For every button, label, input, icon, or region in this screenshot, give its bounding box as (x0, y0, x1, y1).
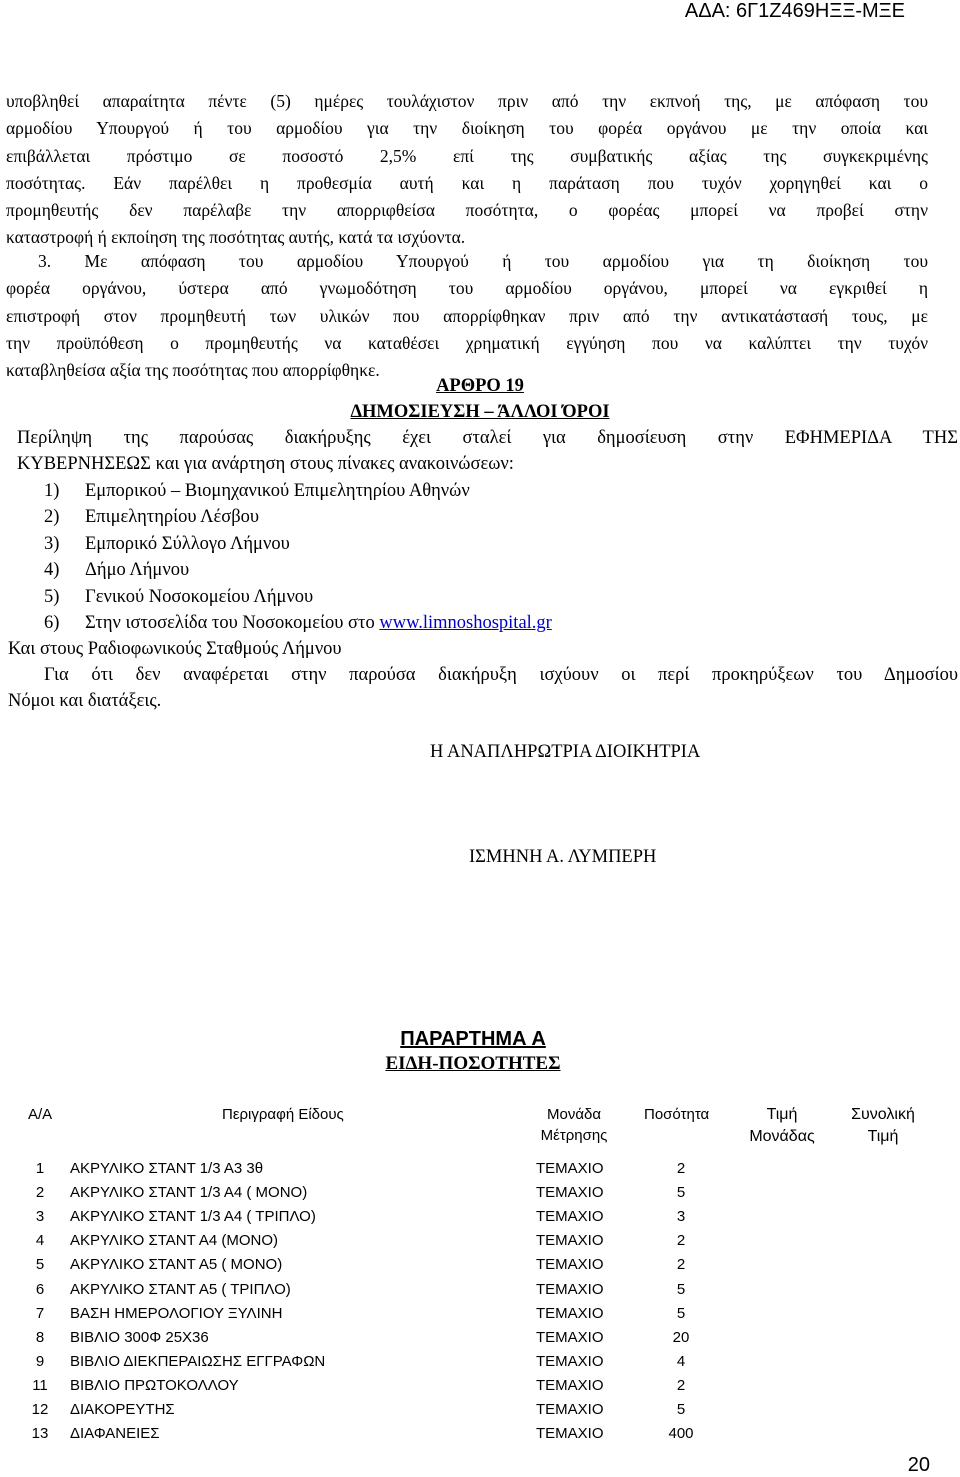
cell-quantity: 5 (676, 1401, 686, 1418)
cell-quantity: 2 (676, 1256, 686, 1274)
cell-unit: ΤΕΜΑΧΙΟ (536, 1256, 604, 1274)
cell-description: ΒΙΒΛΙΟ ΠΡΩΤΟΚΟΛΛΟΥ (70, 1376, 239, 1394)
publication-intro: Περίληψη της παρούσας διακήρυξης έχει σταλεί για δημοσίευση στην ΕΦΗΜΕΡΙΔΑ ΤΗΣ (17, 428, 958, 448)
col-header-total-price: Συνολική Τιμή (851, 1106, 915, 1145)
article-heading (0, 376, 960, 397)
article-title-wrap (0, 402, 960, 423)
cell-unit: ΤΕΜΑΧΙΟ (536, 1304, 604, 1322)
paragraph-penalty (6, 88, 928, 252)
cell-quantity: 400 (668, 1425, 694, 1443)
cell-aa: 13 (31, 1425, 49, 1443)
col-header-aa: Α/Α (28, 1106, 53, 1123)
cell-description: ΑΚΡΥΛΙΚΟ ΣΤΑΝΤ 1/3 Α4 ( ΜΟΝΟ) (70, 1184, 308, 1202)
page-number: 20 (907, 1454, 930, 1476)
cell-description: ΔΙΑΦΑΝΕΙΕΣ (70, 1425, 160, 1443)
cell-unit: ΤΕΜΑΧΙΟ (536, 1401, 604, 1418)
cell-quantity: 20 (672, 1328, 690, 1346)
text-line: αρμοδίου Υπουργού ή του αρμοδίου για την διοίκηση του φορέα οργάνου με την οποία και (6, 118, 928, 139)
text-line: καταστροφή ή εκποίηση της ποσότητας αυτής, κατά τα ισχύοντα. (6, 227, 466, 248)
table-row (0, 1232, 960, 1254)
signatory-name: ΙΣΜΗΝΗ Α. ΛΥΜΠΕΡΗ (469, 847, 657, 867)
text-line: επιστροφή στον προμηθευτή των υλικών που απορρίφθηκαν πριν από την αντικατάστασή τους, με (6, 305, 928, 326)
col-header-description: Περιγραφή Είδους (222, 1106, 344, 1123)
table-row (0, 1353, 960, 1375)
cell-aa: 8 (35, 1328, 45, 1346)
cell-unit: ΤΕΜΑΧΙΟ (536, 1160, 604, 1177)
annex-title: ΠΑΡΑΡΤΗΜΑ Α (400, 1028, 546, 1050)
cell-quantity: 2 (676, 1232, 686, 1250)
cell-unit: ΤΕΜΑΧΙΟ (536, 1280, 604, 1298)
cell-quantity: 5 (676, 1280, 686, 1298)
cell-aa: 6 (35, 1280, 45, 1298)
text-line: καταβληθείσα αξία της ποσότητας που απορρίφθηκε. (6, 360, 380, 381)
cell-description: ΑΚΡΥΛΙΚΟ ΣΤΑΝΤ Α5 ( ΜΟΝΟ) (70, 1256, 283, 1274)
table-row (0, 1329, 960, 1351)
cell-aa: 7 (35, 1304, 45, 1322)
publication-list (44, 481, 552, 639)
article-title: ΔΗΜΟΣΙΕΥΣΗ – ΆΛΛΟΙ ΌΡΟΙ (350, 402, 610, 422)
cell-aa: 9 (35, 1352, 45, 1370)
text-line: ποσότητας. Εάν παρέλθει η προθεσμία αυτή και η παράταση που τυχόν χορηγηθεί και ο (6, 172, 928, 193)
table-row (0, 1184, 960, 1206)
list-item: 1) Εμπορικού – Βιομηχανικού Επιμελητηρίου Αθηνών (44, 481, 470, 501)
signatory-role: Η ΑΝΑΠΛΗΡΩΤΡΙΑ ΔΙΟΙΚΗΤΡΙΑ (430, 742, 701, 762)
cell-unit: ΤΕΜΑΧΙΟ (536, 1328, 604, 1346)
table-row (0, 1208, 960, 1230)
cell-unit: ΤΕΜΑΧΙΟ (536, 1232, 604, 1250)
cell-quantity: 5 (676, 1304, 686, 1322)
text-line: προμηθευτής δεν παρέλαβε την απορριφθείσα ποσότητα, ο φορέας μπορεί να προβεί στην (6, 200, 928, 221)
annex-subtitle-wrap (0, 1053, 953, 1075)
cell-quantity: 4 (676, 1352, 686, 1370)
table-row (0, 1401, 960, 1423)
cell-description: ΒΙΒΛΙΟ 300Φ 25Χ36 (70, 1328, 209, 1346)
cell-aa: 4 (35, 1232, 45, 1250)
annex-title-wrap (0, 1028, 953, 1051)
table-row (0, 1256, 960, 1278)
closing-line: Για ότι δεν αναφέρεται στην παρούσα διακήρυξη ισχύουν οι περί προκηρύξεων του Δημοσίου (44, 665, 958, 685)
list-item: 4) Δήμο Λήμνου (44, 560, 190, 581)
text-line: φορέα οργάνου, ύστερα από γνωμοδότηση του αρμοδίου οργάνου, μπορεί να εγκριθεί η (6, 278, 928, 299)
cell-aa: 3 (35, 1208, 45, 1226)
col-header-unit: Μονάδα Μέτρησης (540, 1106, 608, 1144)
text-line: 3. Με απόφαση του αρμοδίου Υπουργού ή του αρμοδίου για τη διοίκηση του (38, 251, 928, 271)
ada-code: ΑΔΑ: 6Γ1Ζ469ΗΞΞ-ΜΞΕ (684, 0, 905, 22)
cell-quantity: 2 (676, 1160, 686, 1177)
col-header-quantity: Ποσότητα (644, 1106, 710, 1123)
cell-aa: 2 (35, 1184, 45, 1202)
cell-quantity: 2 (676, 1376, 686, 1394)
closing-line-2: Νόμοι και διατάξεις. (8, 691, 162, 711)
paragraph-return (6, 248, 928, 384)
cell-aa: 1 (35, 1160, 45, 1177)
cell-unit: ΤΕΜΑΧΙΟ (536, 1208, 604, 1226)
table-row (0, 1425, 960, 1447)
table-row (0, 1160, 960, 1182)
text-line: επιβάλλεται πρόστιμο σε ποσοστό 2,5% επί της συμβατικής αξίας της συγκεκριμένης (6, 145, 928, 166)
hospital-website-link[interactable]: www.limnoshospital.gr (379, 612, 552, 633)
cell-description: ΒΙΒΛΙΟ ΔΙΕΚΠΕΡΑΙΩΣΗΣ ΕΓΓΡΑΦΩΝ (70, 1352, 326, 1370)
cell-unit: ΤΕΜΑΧΙΟ (536, 1425, 604, 1443)
cell-description: ΑΚΡΥΛΙΚΟ ΣΤΑΝΤ 1/3 Α3 3θ (70, 1160, 264, 1177)
cell-unit: ΤΕΜΑΧΙΟ (536, 1352, 604, 1370)
cell-description: ΑΚΡΥΛΙΚΟ ΣΤΑΝΤ 1/3 Α4 ( ΤΡΙΠΛΟ) (70, 1208, 316, 1226)
annex-subtitle: ΕΙΔΗ-ΠΟΣΟΤΗΤΕΣ (385, 1053, 561, 1074)
list-item: 3) Εμπορικό Σύλλογο Λήμνου (44, 533, 290, 554)
list-item: 5) Γενικού Νοσοκομείου Λήμνου (44, 586, 314, 607)
table-row (0, 1281, 960, 1303)
list-item: 6) Στην ιστοσελίδα του Νοσοκομείου στο www.limnoshospital.gr (44, 612, 552, 633)
cell-aa: 5 (35, 1256, 45, 1274)
publication-intro-2: ΚΥΒΕΡΝΗΣΕΩΣ και για ανάρτηση στους πίνακες ανακοινώσεων: (17, 454, 514, 474)
cell-description: ΒΑΣΗ ΗΜΕΡΟΛΟΓΙΟΥ ΞΥΛΙΝΗ (70, 1304, 283, 1322)
cell-quantity: 5 (676, 1184, 686, 1202)
cell-aa: 11 (32, 1376, 48, 1394)
cell-unit: ΤΕΜΑΧΙΟ (536, 1376, 604, 1394)
radio-stations-line: Και στους Ραδιοφωνικούς Σταθμούς Λήμνου (8, 639, 342, 659)
col-header-unit-price: Τιμή Μονάδας (749, 1106, 815, 1145)
table-row (0, 1377, 960, 1399)
cell-description: ΔΙΑΚΟΡΕΥΤΗΣ (70, 1401, 175, 1418)
cell-quantity: 3 (676, 1208, 686, 1226)
list-item: 2) Επιμελητηρίου Λέσβου (44, 507, 260, 528)
text-line: την προϋπόθεση ο προμηθευτής να καταθέσει χρηματική εγγύηση που να καλύπτει την τυχόν (6, 332, 928, 353)
cell-aa: 12 (31, 1401, 49, 1418)
table-row (0, 1305, 960, 1327)
cell-description: ΑΚΡΥΛΙΚΟ ΣΤΑΝΤ Α4 (ΜΟΝΟ) (70, 1232, 279, 1250)
article-number: ΑΡΘΡΟ 19 (436, 376, 524, 396)
text-line: υποβληθεί απαραίτητα πέντε (5) ημέρες τουλάχιστον πριν από την εκπνοή της, με απόφαση του (6, 91, 928, 111)
cell-unit: ΤΕΜΑΧΙΟ (536, 1184, 604, 1202)
cell-description: ΑΚΡΥΛΙΚΟ ΣΤΑΝΤ Α5 ( ΤΡΙΠΛΟ) (70, 1280, 291, 1298)
